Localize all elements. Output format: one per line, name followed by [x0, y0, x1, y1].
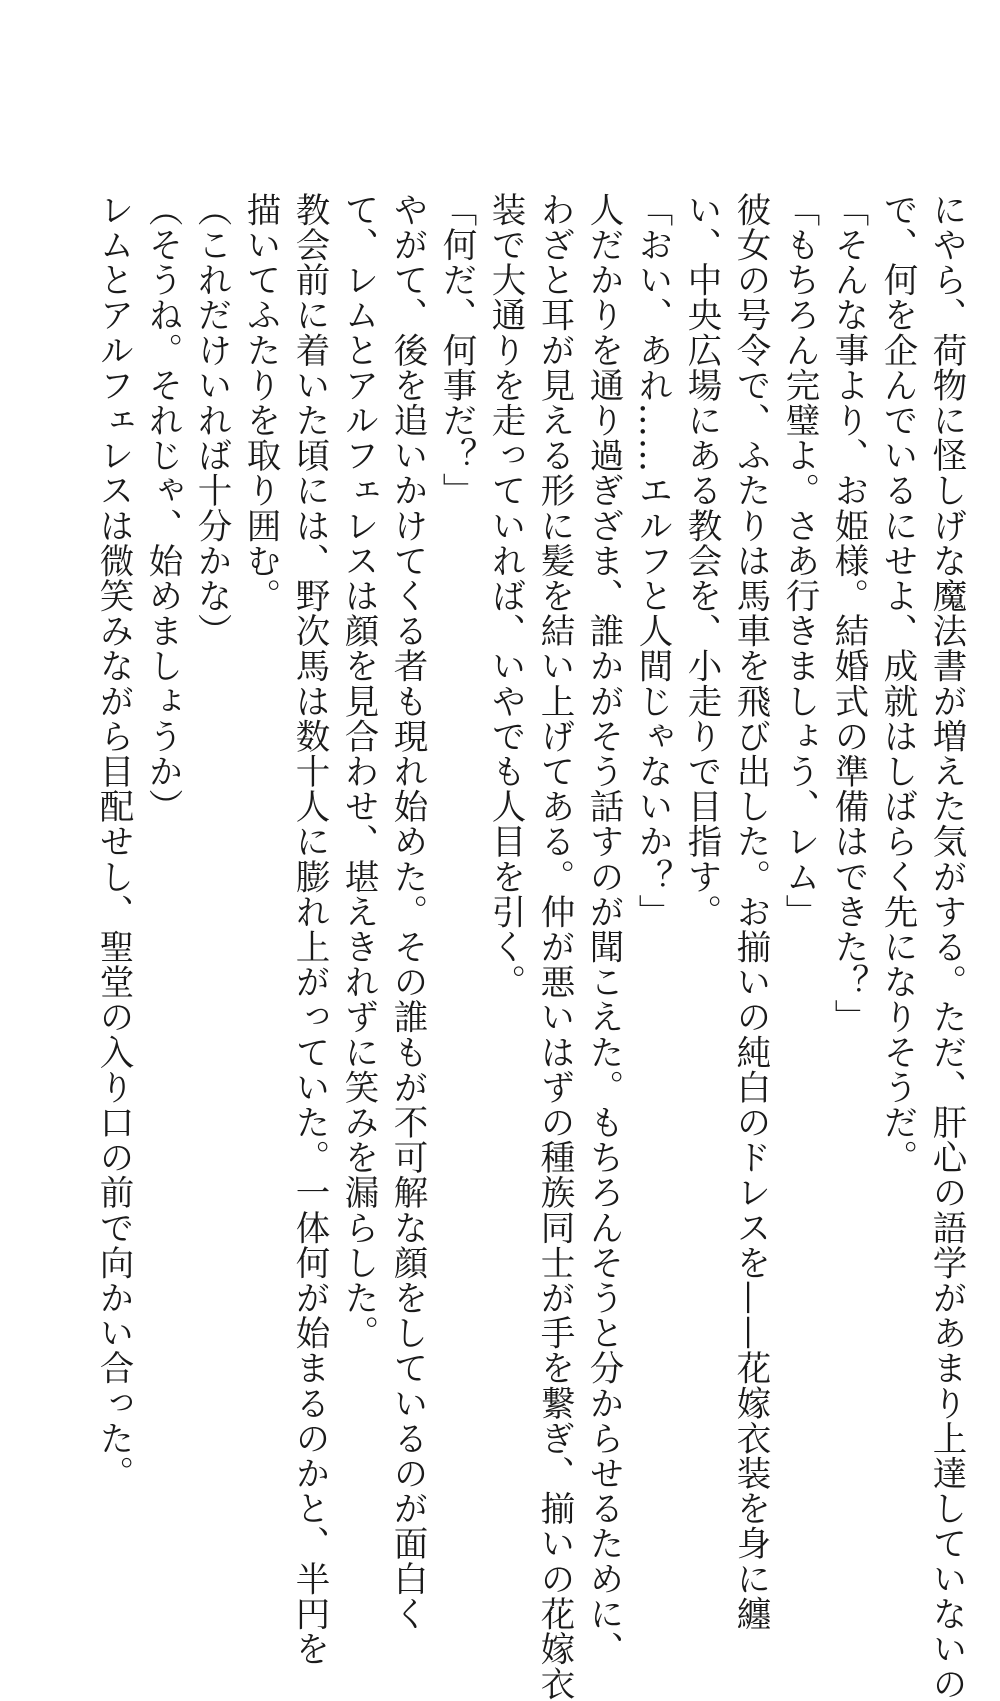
text-line: やがて、後を追いかけてくる者も現れ始めた。その誰もが不可解な顔をしているのが面白く — [387, 192, 427, 1632]
text-line: （これだけいれば十分かな） — [191, 192, 231, 649]
text-line: 教会前に着いた頃には、野次馬は数十人に膨れ上がっていた。一体何が始まるのかと、半円を — [289, 192, 329, 1667]
text-line: 人だかりを通り過ぎざま、誰かがそう話すのが聞こえた。もちろんそうと分からせるために、 — [583, 192, 623, 1667]
text-line: で、何を企んでいるにせよ、成就はしばらく先になりそうだ。 — [877, 192, 917, 1175]
text-line: 描いてふたりを取り囲む。 — [240, 192, 280, 614]
text-line: 彼女の号令で、ふたりは馬車を飛び出した。お揃いの純白のドレスを——花嫁衣装を身に纏 — [730, 192, 770, 1632]
text-line: 「おい、あれ……エルフと人間じゃないか？」 — [632, 192, 672, 930]
text-line: い、中央広場にある教会を、小走りで目指す。 — [681, 192, 721, 930]
text-line: 「何だ、何事だ？」 — [436, 192, 476, 508]
text-line: 装で大通りを走っていれば、いやでも人目を引く。 — [485, 192, 525, 1000]
text-line: 「そんな事より、お姫様。結婚式の準備はできた？」 — [828, 192, 868, 1035]
text-line: て、レムとアルフェレスは顔を見合わせ、堪えきれずに笑みを漏らした。 — [338, 192, 378, 1351]
text-line: 「もちろん完璧よ。さあ行きましょう、レム」 — [779, 192, 819, 930]
vertical-text-body — [88, 192, 970, 1701]
text-line: レムとアルフェレスは微笑みながら目配せし、聖堂の入り口の前で向かい合った。 — [93, 192, 133, 1491]
text-line: わざと耳が見える形に髪を結い上げてある。仲が悪いはずの種族同士が手を繋ぎ、揃いの花嫁衣 — [534, 192, 574, 1701]
text-line: （そうね。それじゃ、始めましょうか） — [142, 192, 182, 824]
text-line: にやら、荷物に怪しげな魔法書が増えた気がする。ただ、肝心の語学があまり上達していないの — [926, 192, 966, 1701]
